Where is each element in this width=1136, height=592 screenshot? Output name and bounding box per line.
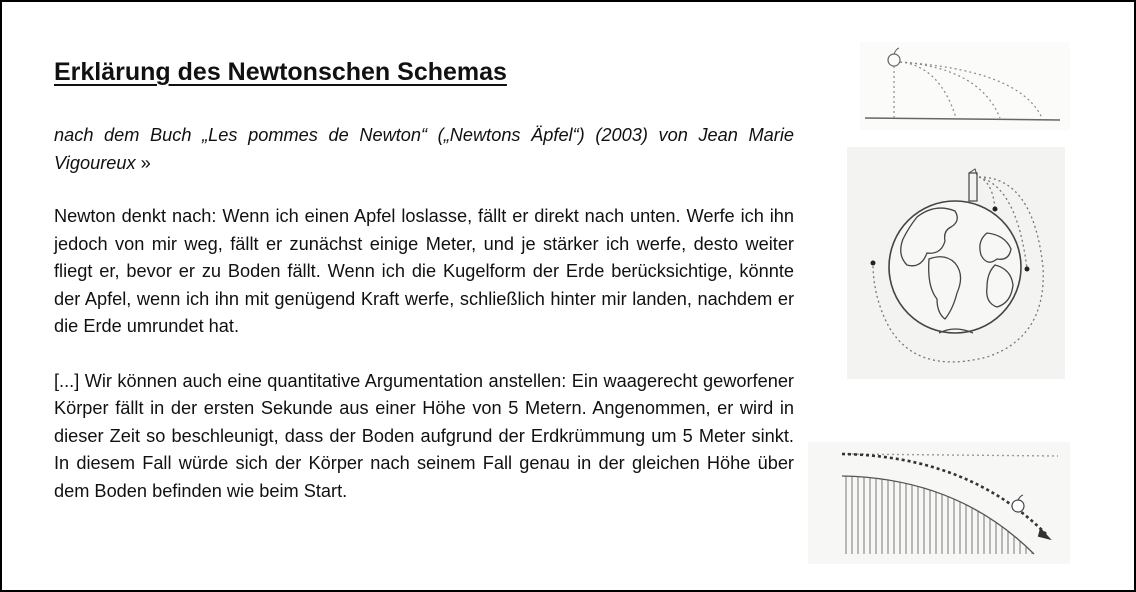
paragraph-newton-thinks: Newton denkt nach: Wenn ich einen Apfel loslasse, fällt er direkt nach unten. Werfe ich ihn jedoch von mir weg, fällt er zunächst einige Meter, und je stärker ich werfe, desto weiter fliegt er, bevor er zu Boden fällt. Wenn ich die Kugelform der Erde berücksichtige, könnte der Apfel, wenn ich ihn mit genügend Kraft werfe, schließlich hinter mir landen, nachdem er die Erde umrundet hat. — [54, 206, 794, 336]
text-column — [54, 54, 794, 505]
earth-orbit-trajectories-icon — [847, 147, 1065, 379]
paragraph-quantitative: [...] Wir können auch eine quantitative Argumentation anstellen: Ein waagerecht geworfener Körper fällt in der ersten Sekunde aus einer Höhe von 5 Metern. Angenommen, er wird in dieser Zeit so beschleunigt, dass der Boden aufgrund der Erdkrümmung um 5 Meter sinkt. In diesem Fall würde sich der Körper nach seinem Fall genau in der gleichen Höhe über dem Boden befinden wie beim Start. — [54, 370, 794, 501]
page-title: Erklärung des Newtonschen Schemas — [54, 58, 507, 86]
figure-flat-ground — [860, 42, 1070, 130]
source-subtitle — [54, 122, 794, 177]
apple-trajectories-flat-ground-icon — [860, 42, 1070, 130]
curved-ground-falling-body-icon — [808, 442, 1070, 564]
source-subtitle-text: nach dem Buch „Les pommes de Newton“ („Newtons Äpfel“) (2003) von Jean Marie Vigoureux — [54, 125, 794, 173]
figure-curved-ground — [808, 442, 1070, 564]
source-subtitle-tail: » — [135, 152, 151, 173]
figure-earth-orbit — [847, 147, 1065, 379]
